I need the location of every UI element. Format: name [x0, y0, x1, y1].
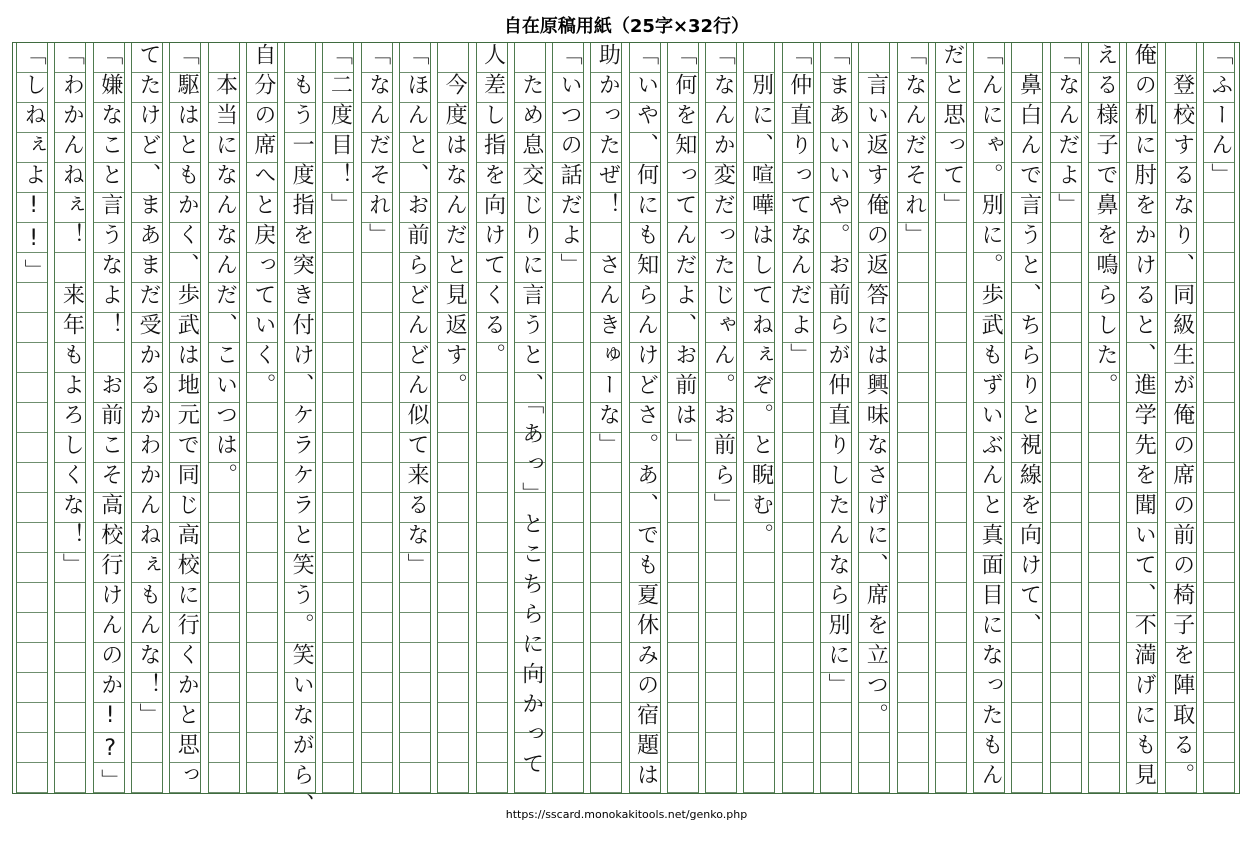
column-text: てたけど、まあまだ受かるかわかんねぇもんな！」	[135, 43, 161, 733]
manuscript-column	[1203, 43, 1235, 793]
column-text: ため息交じりに言うと、「あっ」とこちらに向かって	[518, 43, 544, 782]
manuscript-column	[476, 43, 508, 793]
column-text: 「なんだそれ」	[365, 43, 391, 253]
column-text: 自分の席へと戻っていく。	[250, 43, 276, 403]
column-text: 「しねぇよ!!」	[21, 43, 47, 289]
column-text: 「仲直りってなんだよ」	[786, 43, 812, 373]
column-text: える様子で鼻を鳴らした。	[1093, 43, 1119, 403]
manuscript-column	[743, 43, 775, 793]
column-text: 本当になんなんだ、こいつは。	[212, 43, 238, 493]
manuscript-column	[322, 43, 354, 793]
column-text: 「何を知ってんだよ、お前は」	[671, 43, 697, 463]
manuscript-column	[1088, 43, 1120, 793]
column-text: 鼻白んで言うと、ちらりと視線を向けて、	[1016, 43, 1042, 643]
column-text: 「んにゃ。別に。歩武もずいぶんと真面目になったもん	[978, 43, 1004, 793]
column-text: 別に、喧嘩はしてねぇぞ。と睨む。	[748, 43, 774, 553]
manuscript-column	[590, 43, 622, 793]
column-text: 「いや、何にも知らんけどさ。あ、でも夏休みの宿題は	[633, 43, 659, 793]
manuscript-column	[131, 43, 163, 793]
manuscript-column	[514, 43, 546, 793]
column-text: 助かったぜ！ さんきゅーな」	[595, 43, 621, 463]
manuscript-column	[667, 43, 699, 793]
column-text: 「二度目！」	[327, 43, 353, 223]
manuscript-column	[1165, 43, 1197, 793]
column-text: 「なんだよ」	[1054, 43, 1080, 223]
manuscript-column	[1011, 43, 1043, 793]
manuscript-column	[169, 43, 201, 793]
manuscript-column	[246, 43, 278, 793]
manuscript-column	[208, 43, 240, 793]
column-text: 「ふーん」	[1207, 43, 1233, 193]
column-text: 「駆はともかく、歩武は地元で同じ高校に行くかと思っ	[174, 43, 200, 793]
manuscript-column	[820, 43, 852, 793]
column-text: 「ほんと、お前らどんどん似て来るな」	[403, 43, 429, 583]
column-text: 「いつの話だよ」	[557, 43, 583, 283]
column-text: だと思って」	[939, 43, 965, 223]
column-text: 今度はなんだと見返す。	[442, 43, 468, 403]
manuscript-column	[361, 43, 393, 793]
manuscript-column	[552, 43, 584, 793]
manuscript-column	[54, 43, 86, 793]
manuscript-column	[284, 43, 316, 823]
manuscript-column	[782, 43, 814, 793]
column-text: 「なんか変だったじゃん。お前ら」	[710, 43, 736, 523]
column-text: もう一度指を突き付け、ケラケラと笑う。笑いながら、	[289, 43, 315, 823]
manuscript-column	[858, 43, 890, 793]
page-title: 自在原稿用紙（25字×32行）	[503, 16, 750, 37]
column-text: 俺の机に肘をかけると、進学先を聞いて、不満げにも見	[1131, 43, 1157, 793]
manuscript-column	[973, 43, 1005, 793]
source-url: https://sscard.monokakitools.net/genko.php	[505, 808, 748, 821]
manuscript-column	[399, 43, 431, 793]
manuscript-column	[93, 43, 125, 799]
column-text: 「まあいいや。お前らが仲直りしたんなら別に」	[825, 43, 851, 703]
column-text: 「なんだそれ」	[901, 43, 927, 253]
manuscript-column	[1050, 43, 1082, 793]
manuscript-column	[629, 43, 661, 793]
column-text: 「嫌なこと言うなよ！ お前こそ高校行けんのか!?」	[97, 43, 123, 799]
manuscript-column	[437, 43, 469, 793]
manuscript-column	[705, 43, 737, 793]
manuscript-column	[16, 43, 48, 793]
manuscript-column	[935, 43, 967, 793]
column-text: 「わかんねぇ！ 来年もよろしくな！」	[59, 43, 85, 583]
column-text: 登校するなり、同級生が俺の席の前の椅子を陣取る。	[1169, 43, 1195, 793]
manuscript-column	[1126, 43, 1158, 793]
column-text: 人差し指を向けてくる。	[480, 43, 506, 373]
manuscript-column	[897, 43, 929, 793]
column-text: 言い返す俺の返答には興味なさげに、席を立つ。	[863, 43, 889, 733]
